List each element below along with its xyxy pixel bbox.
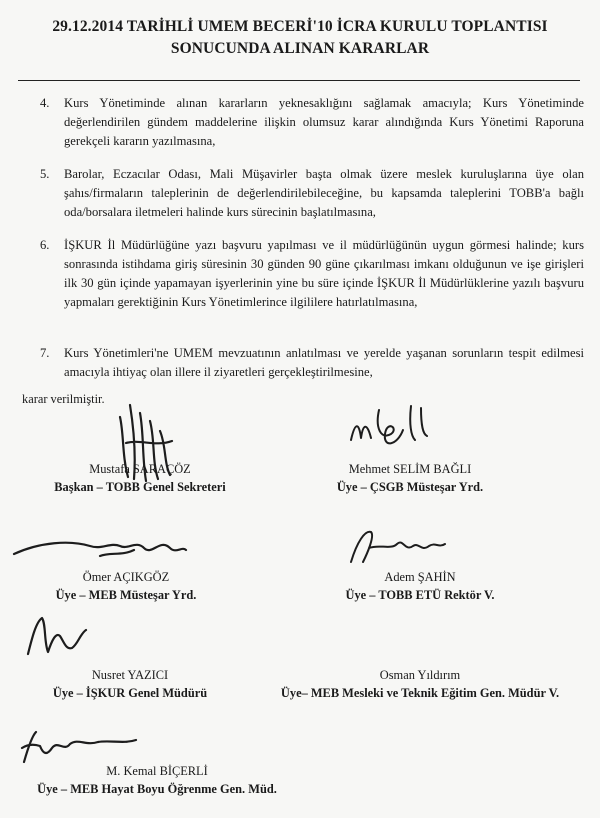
signatory-saracoz (30, 460, 250, 496)
item-number: 6. (40, 238, 50, 252)
signatory-name: Mustafa SARAÇÖZ (89, 462, 191, 476)
decision-item-7 (40, 344, 584, 382)
decision-item-5 (40, 165, 584, 222)
signatory-bicerli (12, 762, 302, 798)
signatory-sahin (310, 568, 530, 604)
signatory-name: M. Kemal BİÇERLİ (106, 764, 208, 778)
signatory-name: Nusret YAZICI (91, 668, 169, 682)
signatory-acikgoz (26, 568, 226, 604)
signatory-yildirim (250, 666, 590, 702)
signature-scribble-acikgoz (10, 528, 190, 566)
signature-scribble-sahin (343, 522, 453, 570)
title-divider (18, 80, 580, 81)
decision-item-4 (40, 94, 584, 151)
item-number: 4. (40, 96, 50, 110)
signature-scribble-yazici (22, 608, 102, 663)
signatory-name: Ömer AÇIKGÖZ (82, 570, 170, 584)
closing-statement: karar verilmiştir. (22, 392, 105, 406)
signatory-yazici (20, 666, 240, 702)
signatory-bagli (300, 460, 520, 496)
signature-scribble-bicerli (14, 726, 144, 766)
signatory-role: Üye – ÇSGB Müsteşar Yrd. (336, 480, 484, 494)
signatory-name: Adem ŞAHİN (384, 570, 456, 584)
item-text: Kurs Yönetimleri'ne UMEM mevzuatının anlatılması ve yerelde yaşanan sorunların tespit edilmesi amacıyla ihtiyaç olan illere il ziyaretleri gerçekleştirilmesine, (64, 346, 584, 379)
signatory-name: Mehmet SELİM BAĞLI (348, 462, 472, 476)
signatory-role: Başkan – TOBB Genel Sekreteri (54, 480, 226, 494)
item-text: İŞKUR İl Müdürlüğüne yazı başvuru yapılması ve il müdürlüğünün uygun görmesi halinde; kurs sonrasında istihdama giriş süresinin 30 günden 90 güne çıkarılması imkanı olduğunun ve işe girişleri ilk 30 gün içinde yapamayan işyerlerinin yine bu süre içinde İŞKUR İl Müdürlüklerine yazılı başvuru yapmaları gerektiğinin Kurs Yönetimlerince ilgililere hatırlatılmasına, (64, 238, 584, 309)
signatory-role: Üye – TOBB ETÜ Rektör V. (345, 588, 495, 602)
signature-scribble-bagli (345, 400, 465, 452)
item-text: Kurs Yönetiminde alınan kararların yeknesaklığını sağlamak amacıyla; Kurs Yönetiminde değerlendirilen gündem maddelerine ilişkin olumsuz karar alındığında Kurs Yönetimi Raporuna gerekçeli kararın yazılmasına, (64, 96, 584, 148)
document-title (0, 16, 600, 60)
signatory-role: Üye – MEB Müsteşar Yrd. (55, 588, 197, 602)
signatory-name: Osman Yıldırım (379, 668, 461, 682)
signatory-role: Üye – MEB Hayat Boyu Öğrenme Gen. Müd. (37, 782, 277, 796)
decision-item-6 (40, 236, 584, 312)
title-line-2: SONUCUNDA ALINAN KARARLAR (170, 40, 430, 57)
item-number: 5. (40, 167, 50, 181)
item-text: Barolar, Eczacılar Odası, Mali Müşavirler başta olmak üzere meslek kuruluşlarına üye olan şahıs/firmaların taleplerinin de değerlendirilebileceğine, bu kapsamda taleplerini TOBB'a bağlı oda/borsalara iletmeleri halinde kurs sürecinin başlatılmasına, (64, 167, 584, 219)
signatory-role: Üye – İŞKUR Genel Müdürü (52, 686, 208, 700)
item-number: 7. (40, 346, 50, 360)
title-line-1: 29.12.2014 TARİHLİ UMEM BECERİ'10 İCRA KURULU TOPLANTISI (52, 18, 548, 35)
signatory-role: Üye– MEB Mesleki ve Teknik Eğitim Gen. Müdür V. (280, 686, 560, 700)
